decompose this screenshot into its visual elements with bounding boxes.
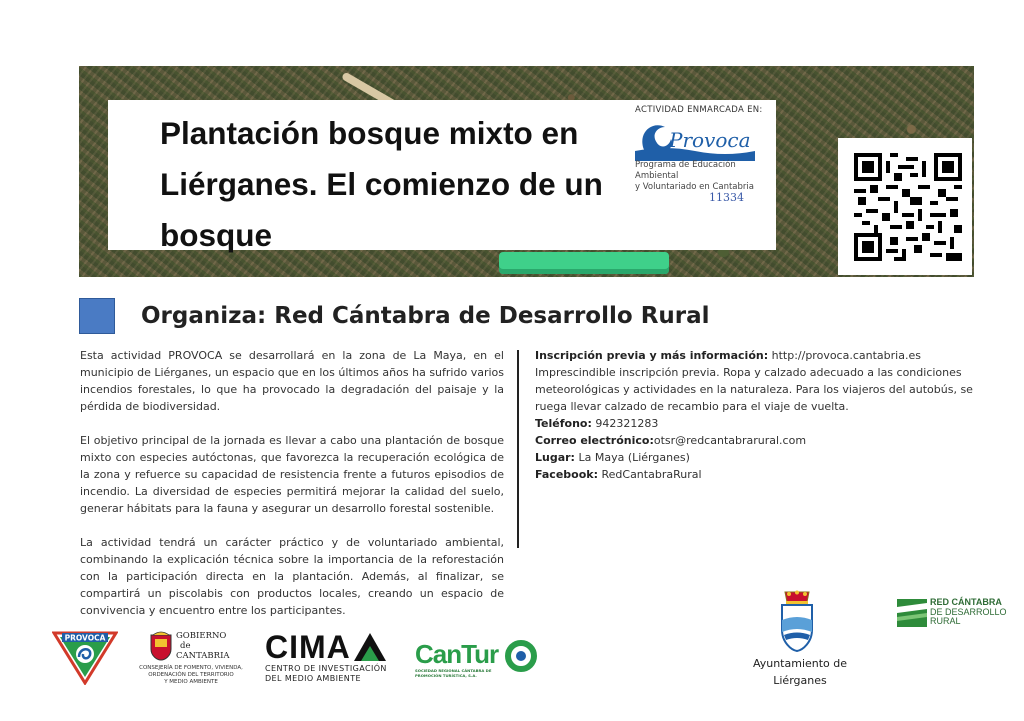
provoca-subtitle: Programa de Educación Ambiental y Voluntariado en Cantabria	[635, 160, 754, 192]
email-value[interactable]: otsr@redcantabrarural.com	[653, 434, 807, 447]
facebook-label: Facebook:	[535, 468, 598, 481]
column-divider	[517, 350, 519, 548]
red-cantabra-flag-icon	[897, 599, 927, 627]
provoca-logo-text: Provoca	[669, 128, 751, 152]
phone-label: Teléfono:	[535, 417, 592, 430]
inscription-url[interactable]: http://provoca.cantabria.es	[771, 349, 921, 362]
info-column	[535, 347, 975, 483]
email-label: Correo electrónico:	[535, 434, 654, 447]
place-label: Lugar:	[535, 451, 575, 464]
phone-value[interactable]: 942321283	[595, 417, 659, 430]
provoca-badge-text: PROVOCA	[64, 633, 106, 643]
qr-box[interactable]	[838, 138, 972, 275]
qr-code-icon[interactable]	[854, 153, 962, 261]
provoca-logo	[635, 117, 755, 161]
facebook-value[interactable]: RedCantabraRural	[601, 468, 702, 481]
organizer-square-icon	[79, 298, 115, 334]
description-paragraph-1: Esta actividad PROVOCA se desarrollará en la zona de La Maya, en el municipio de Liérganes, un espacio que en los últimos años ha sufrido varios incendios forestales, lo que ha provocado la degradación del paisaje y la pérdida de biodiversidad.	[80, 349, 504, 413]
inscription-line	[535, 347, 975, 364]
cantur-circle-icon	[505, 640, 537, 672]
cantur-logo: CanTur SOCIEDAD REGIONAL CÁNTABRA DE PROMOCIÓN TURÍSTICA, S.A.	[415, 640, 539, 684]
organizer-heading: Organiza: Red Cántabra de Desarrollo Rural	[141, 303, 710, 329]
provoca-badge-logo	[52, 629, 118, 685]
place-value: La Maya (Liérganes)	[578, 451, 690, 464]
title-box	[108, 100, 776, 253]
cima-title: CIMA	[265, 629, 351, 665]
email-line	[535, 432, 975, 449]
cima-logo: CIMA CENTRO DE INVESTIGACIÓN DEL MEDIO AMBIENTE	[265, 630, 390, 686]
provoca-caption: ACTIVIDAD ENMARCADA EN:	[635, 105, 763, 115]
requirements-text: Imprescindible inscripción previa. Ropa y calzado adecuado a las condiciones meteorológicas y actividades en la naturaleza. Para los viajeros del autobús, se ruega llevar calzado de recambio para el viaje de vuelta.	[535, 366, 973, 413]
cantabria-shield-icon	[150, 631, 172, 661]
facebook-line	[535, 466, 975, 483]
inscription-label: Inscripción previa y más información:	[535, 349, 769, 362]
description-paragraph-2: El objetivo principal de la jornada es llevar a cabo una plantación de bosque mixto con especies autóctonas, que favorezca la recuperación ecológica de la zona y refuerce su capacidad de resistencia frente a futuros episodios de incendio. La diversidad de especies permitirá mejorar la calidad del suelo, generar hábitats para la fauna y asegurar un desarrollo forestal sostenible.	[80, 434, 504, 515]
description-paragraph-3: La actividad tendrá un carácter práctico y de voluntariado ambiental, combinando la explicación técnica sobre la importancia de la reforestación con la participación directa en la plantación. Además, al finalizar, se compartirá un piscolabis con productos locales, creando un espacio de convivencia y encuentro entre los participantes.	[80, 536, 504, 617]
ayuntamiento-label: Ayuntamiento de Liérganes	[752, 657, 848, 687]
page-title: Plantación bosque mixto en Liérganes. El comienzo de un bosque	[160, 115, 603, 253]
activity-code: 11334	[709, 191, 744, 204]
place-line	[535, 449, 975, 466]
lierganes-coat-of-arms-icon	[779, 590, 815, 652]
cantur-title: CanTur	[415, 639, 499, 669]
gobierno-cantabria-logo: GOBIERNO de CANTABRIA CONSEJERÍA DE FOMENTO, VIVIENDA, ORDENACIÓN DEL TERRITORIO Y MEDIO AMBIENTE	[139, 631, 243, 685]
red-cantabra-logo: RED CÁNTABRA DE DESARROLLO RURAL	[897, 598, 1007, 630]
description-column	[80, 347, 504, 636]
cima-mountain-icon	[353, 632, 387, 662]
phone-line	[535, 415, 975, 432]
